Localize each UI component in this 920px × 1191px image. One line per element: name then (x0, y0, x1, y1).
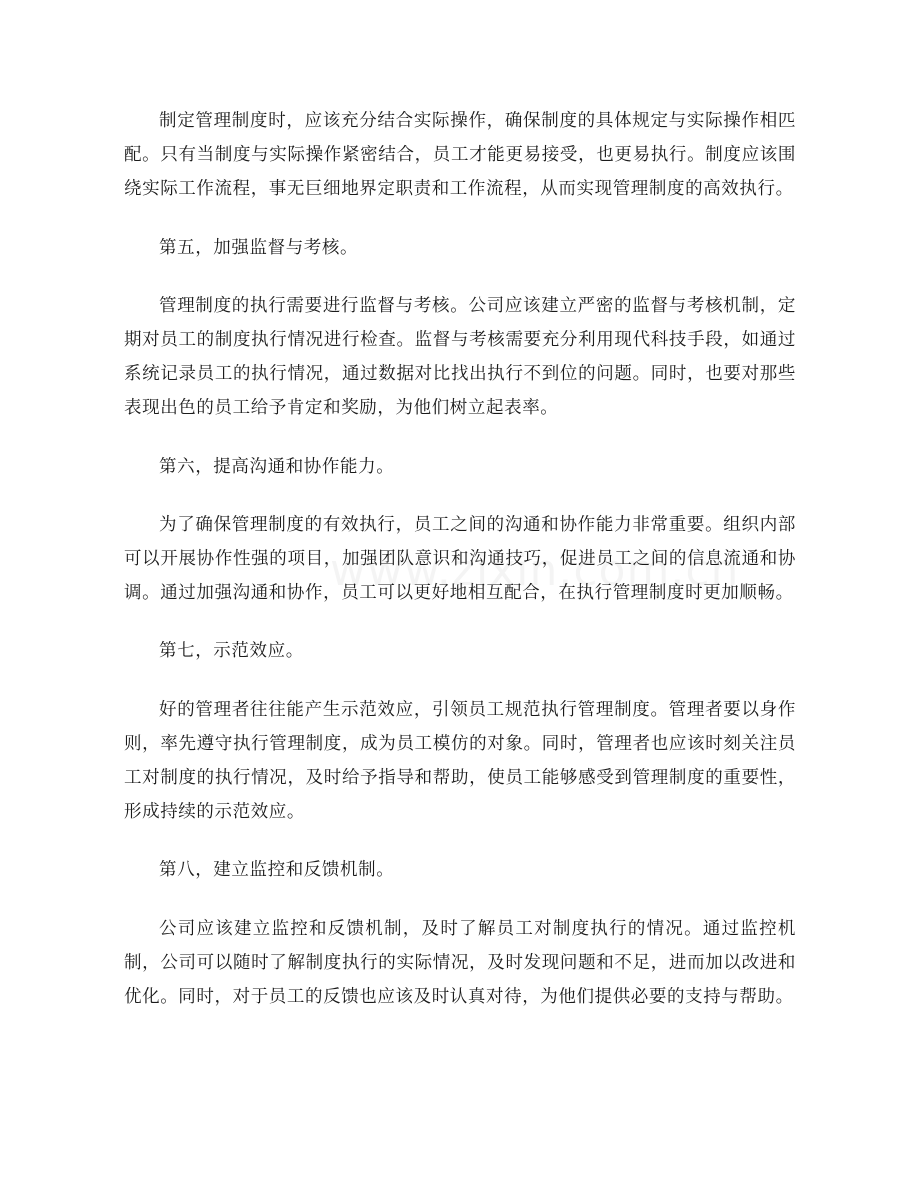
paragraph-communication: 为了确保管理制度的有效执行，员工之间的沟通和协作能力非常重要。组织内部可以开展协作性强的项目，加强团队意识和沟通技巧，促进员工之间的信息流通和协调。通过加强沟通和协作，员工可以更好地相互配合，在执行管理制度时更加顺畅。 (124, 514, 796, 604)
paragraph-implementation: 制定管理制度时，应该充分结合实际操作，确保制度的具体规定与实际操作相匹配。只有当制度与实际操作紧密结合，员工才能更易接受，也更易执行。制度应该围绕实际工作流程，事无巨细地界定职责和工作流程，从而实现管理制度的高效执行。 (124, 111, 796, 200)
document-body (124, 104, 796, 1038)
section-heading-6: 第六，提高沟通和协作能力。 (159, 456, 395, 477)
paragraph-feedback: 公司应该建立监控和反馈机制，及时了解员工对制度执行的情况。通过监控机制，公司可以随时了解制度执行的实际情况，及时发现问题和不足，进而加以改进和优化。同时，对于员工的反馈也应该及时认真对待，为他们提供必要的支持与帮助。 (124, 918, 796, 1008)
paragraph-demonstration: 好的管理者往往能产生示范效应，引领员工规范执行管理制度。管理者要以身作则，率先遵守执行管理制度，成为员工模仿的对象。同时，管理者也应该时刻关注员工对制度的执行情况，及时给予指导和帮助，使员工能够感受到管理制度的重要性，形成持续的示范效应。 (124, 699, 796, 823)
section-heading-8: 第八，建立监控和反馈机制。 (159, 860, 395, 881)
section-heading-5: 第五，加强监督与考核。 (159, 237, 359, 258)
paragraph-supervision: 管理制度的执行需要进行监督与考核。公司应该建立严密的监督与考核机制，定期对员工的制度执行情况进行检查。监督与考核需要充分利用现代科技手段，如通过系统记录员工的执行情况，通过数据对比找出执行不到位的问题。同时，也要对那些表现出色的员工给予肯定和奖励，为他们树立起表率。 (124, 295, 796, 419)
section-heading-7: 第七，示范效应。 (159, 641, 304, 662)
